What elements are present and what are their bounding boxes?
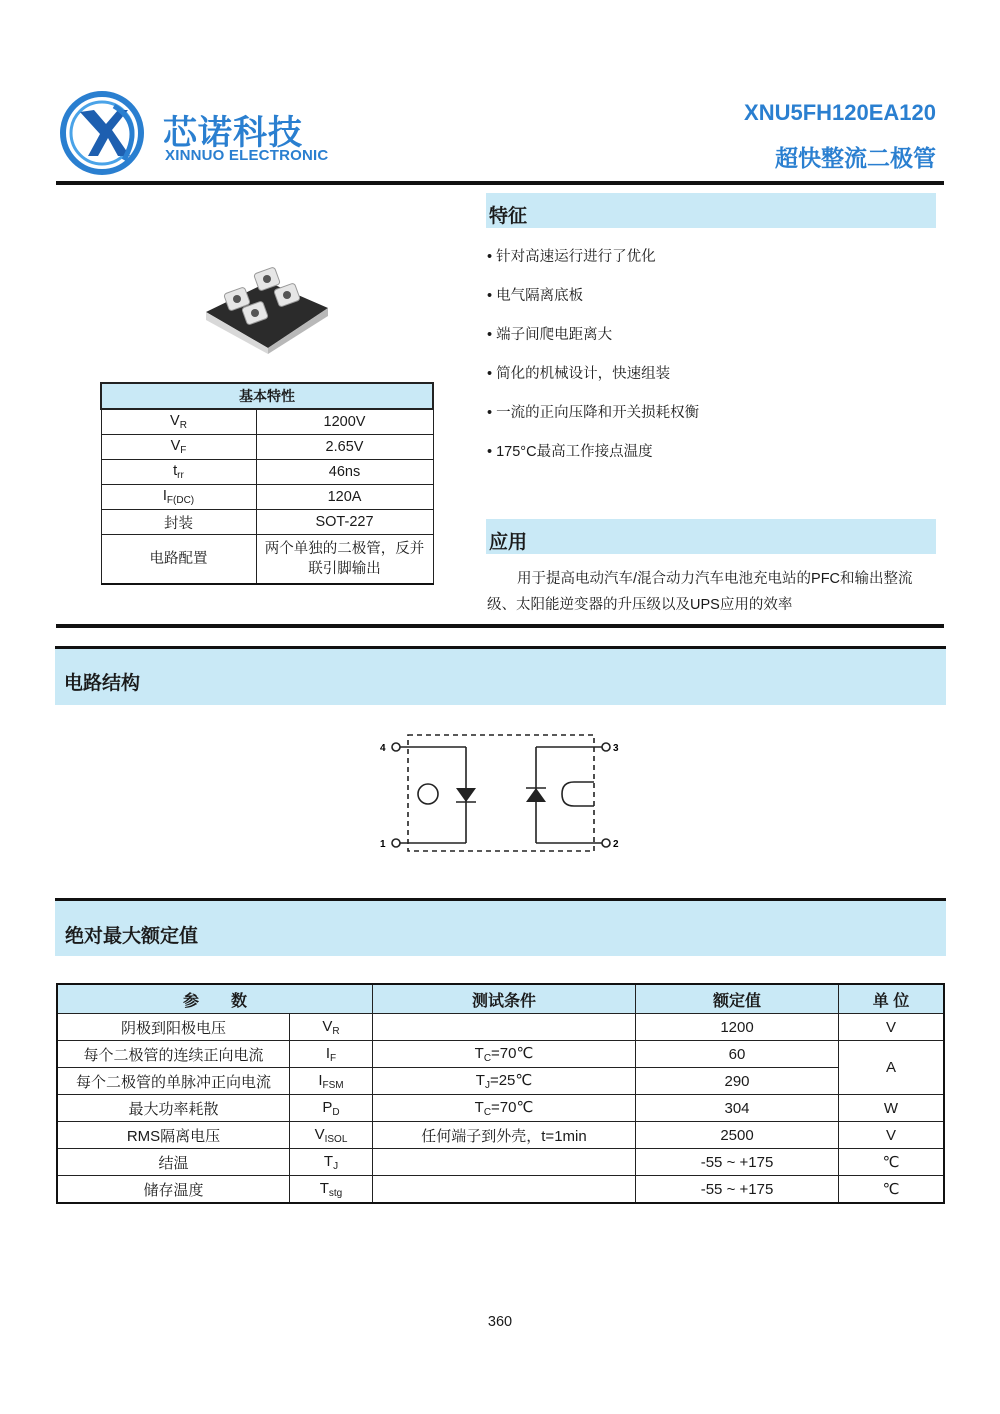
basic-param-vf: $V_F$ (101, 435, 256, 460)
pin-1-label: 1 (380, 839, 386, 850)
basic-value-package: SOT-227 (256, 510, 433, 535)
basic-param-trr: $t_{rr}$ (101, 460, 256, 485)
product-photo (198, 262, 332, 354)
basic-table-title: 基本特性 (101, 383, 433, 409)
circuit-diagram (378, 730, 624, 860)
table-row: 每个二极管的单脉冲正向电流 $I_{FSM}$ $T_J=25℃$ 290 (57, 1068, 944, 1095)
col-header-param: 参 数 (57, 984, 373, 1014)
section-rule (56, 624, 944, 628)
page-number: 360 (487, 1314, 513, 1330)
circuit-heading: 电路结构 (55, 646, 946, 705)
feature-item: • 针对高速运行进行了优化 (487, 246, 937, 285)
feature-item: • 一流的正向压降和开关损耗权衡 (487, 402, 937, 441)
basic-value-config: 两个单独的二极管，反并 联引脚输出 (256, 535, 433, 585)
features-list (487, 246, 937, 480)
pin-3-label: 3 (613, 743, 619, 754)
table-row: 最大功率耗散 $P_D$ $T_C=70℃$ 304 W (57, 1095, 944, 1122)
brand-name-cn: 芯诺科技 (163, 114, 303, 152)
features-heading: 特征 (486, 193, 936, 228)
table-row: RMS隔离电压 $V_{ISOL}$ 任何端子到外壳，t=1min 2500 V (57, 1122, 944, 1149)
pin-2-label: 2 (613, 839, 619, 850)
basic-param-vr: $V_R$ (101, 409, 256, 435)
basic-value-trr: 46ns (256, 460, 433, 485)
basic-param-package: 封装 (101, 510, 256, 535)
table-row: 阴极到阳极电压 $V_R$ 1200 V (57, 1014, 944, 1041)
feature-item: • 简化的机械设计，快速组装 (487, 363, 937, 402)
table-row: 储存温度 $T_{stg}$ -55 ~ +175 ℃ (57, 1176, 944, 1204)
basic-value-vf: 2.65V (256, 435, 433, 460)
application-heading: 应用 (486, 519, 936, 554)
col-header-unit: 单 位 (839, 984, 945, 1014)
basic-value-if: 120A (256, 485, 433, 510)
basic-value-vr: 1200V (256, 409, 433, 435)
col-header-condition: 测试条件 (373, 984, 636, 1014)
max-ratings-table (56, 983, 945, 1204)
feature-item: • 端子间爬电距离大 (487, 324, 937, 363)
part-description: 超快整流二极管 (775, 145, 936, 171)
basic-param-if: $I_{F(DC)}$ (101, 485, 256, 510)
table-row: 每个二极管的连续正向电流 $I_F$ $T_C=70℃$ 60 A (57, 1041, 944, 1068)
company-logo (58, 90, 148, 176)
basic-characteristics-table (100, 382, 434, 585)
part-number: XNU5FH120EA120 (744, 100, 936, 125)
col-header-rating: 额定值 (636, 984, 839, 1014)
header-rule (56, 181, 944, 185)
brand-name-en: XINNUO ELECTRONIC (165, 147, 329, 164)
pin-4-label: 4 (380, 743, 386, 754)
max-ratings-heading: 绝对最大额定值 (55, 898, 946, 956)
table-row: 结温 $T_J$ -55 ~ +175 ℃ (57, 1149, 944, 1176)
feature-item: • 175°C最高工作接点温度 (487, 441, 937, 480)
feature-item: • 电气隔离底板 (487, 285, 937, 324)
application-text: 用于提高电动汽车/混合动力汽车电池充电站的PFC和输出整流级、太阳能逆变器的升压级以及UPS应用的效率 (487, 571, 913, 613)
basic-param-config: 电路配置 (101, 535, 256, 585)
